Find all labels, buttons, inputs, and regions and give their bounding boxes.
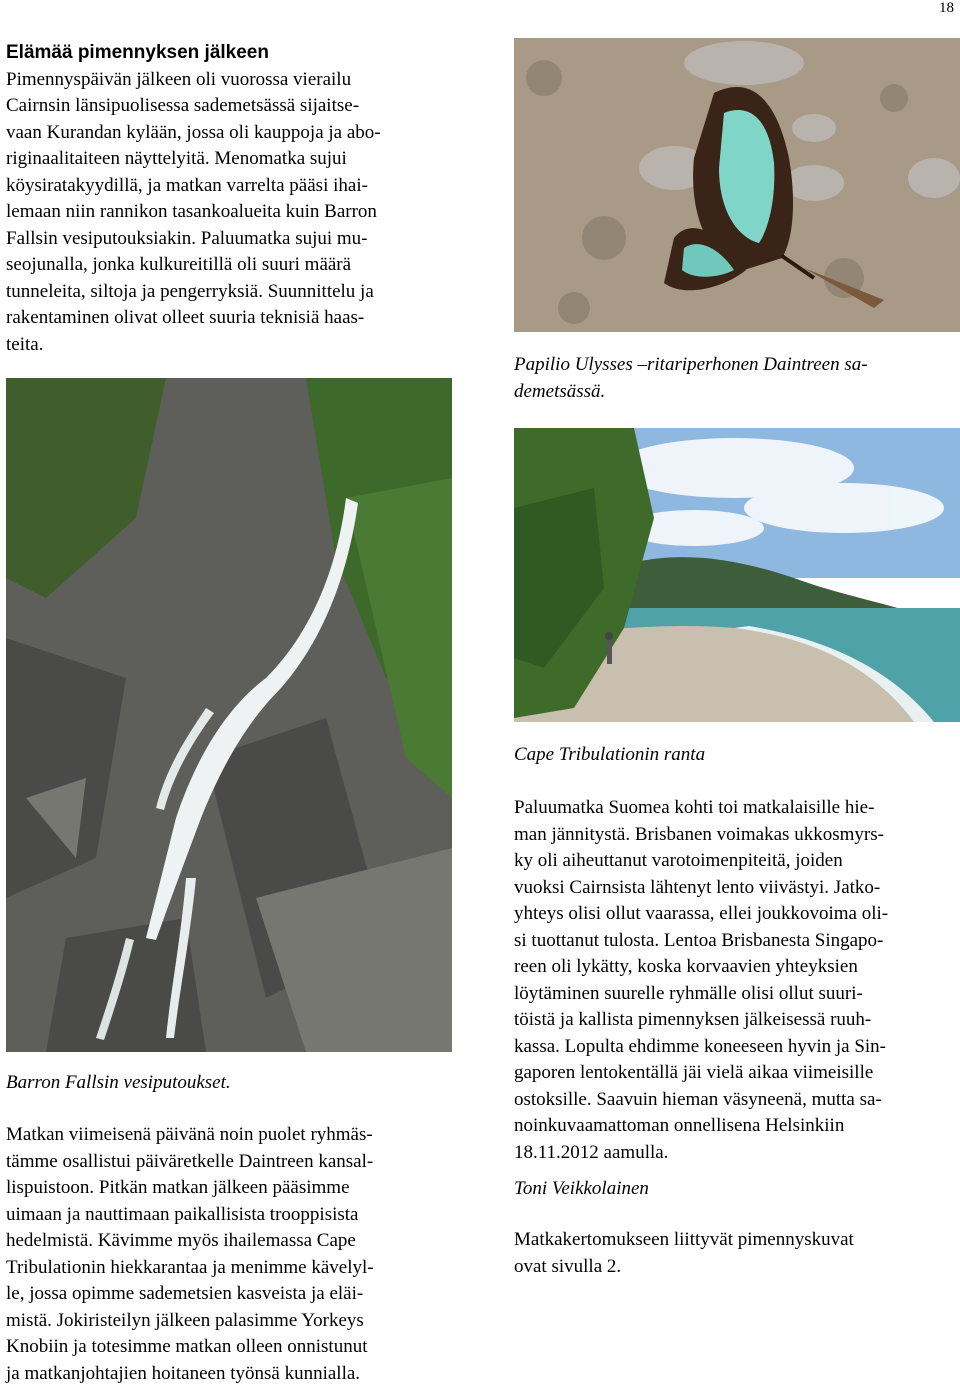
- intro-section: [6, 40, 456, 358]
- butterfly-caption: [514, 352, 960, 405]
- text-line: le, jossa opimme sademetsien kasveista ja eläi-: [6, 1281, 456, 1308]
- waterfall-photo: [6, 378, 452, 1052]
- text-line: Tribulationin hiekkarantaa ja menimme kävelyl-: [6, 1255, 456, 1282]
- text-line: ky oli aiheuttanut varotoimenpiteitä, joiden: [514, 848, 960, 875]
- author-name: Toni Veikkolainen: [514, 1176, 960, 1203]
- intro-line: rakentaminen olivat olleet suuria teknisiä haas-: [6, 305, 456, 332]
- text-line: kassa. Lopulta ehdimme koneeseen hyvin ja Sin-: [514, 1034, 960, 1061]
- caption-line: Papilio Ulysses –ritariperhonen Daintreen sa-: [514, 352, 960, 379]
- text-line: töistä ja kallista pimennyksen jälkeisessä ruuh-: [514, 1007, 960, 1034]
- text-line: ja matkanjohtajien hoitaneen työnsä kunnialla.: [6, 1361, 456, 1387]
- beach-photo: [514, 428, 960, 722]
- intro-line: teita.: [6, 332, 456, 359]
- text-line: mistä. Jokiristeilyn jälkeen palasimme Yorkeys: [6, 1308, 456, 1335]
- intro-line: Pimennyspäivän jälkeen oli vuorossa vierailu: [6, 67, 456, 94]
- intro-line: lemaan niin rannikon tasankoalueita kuin Barron: [6, 199, 456, 226]
- left-bottom-section: [6, 1122, 456, 1387]
- caption-line: demetsässä.: [514, 379, 960, 406]
- intro-line: riginaalitaiteen näyttelyitä. Menomatka sujui: [6, 146, 456, 173]
- note-line: ovat sivulla 2.: [514, 1254, 960, 1281]
- note-section: [514, 1227, 960, 1280]
- intro-line: tunneleita, siltoja ja pengerryksiä. Suunnittelu ja: [6, 279, 456, 306]
- text-line: Knobiin ja totesimme matkan olleen onnistunut: [6, 1334, 456, 1361]
- intro-line: seojunalla, jonka kulkureitillä oli suuri määrä: [6, 252, 456, 279]
- right-bottom-section: [514, 795, 960, 1166]
- intro-line: Cairnsin länsipuolisessa sademetsässä sijaitse-: [6, 93, 456, 120]
- intro-line: köysiratakyydillä, ja matkan varrelta pääsi ihai-: [6, 173, 456, 200]
- butterfly-photo: [514, 38, 960, 332]
- text-line: reen oli lykätty, koska korvaavien yhteyksien: [514, 954, 960, 981]
- text-line: si tuottanut tulosta. Lentoa Brisbanesta Singapo-: [514, 928, 960, 955]
- note-line: Matkakertomukseen liittyvät pimennyskuvat: [514, 1227, 960, 1254]
- text-line: Matkan viimeisenä päivänä noin puolet ryhmäs-: [6, 1122, 456, 1149]
- text-line: 18.11.2012 aamulla.: [514, 1140, 960, 1167]
- section-heading: Elämää pimennyksen jälkeen: [6, 40, 456, 67]
- text-line: uimaan ja nauttimaan paikallisista trooppisista: [6, 1202, 456, 1229]
- page-number: 18: [939, 0, 954, 17]
- intro-line: vaan Kurandan kylään, jossa oli kauppoja ja abo-: [6, 120, 456, 147]
- beach-caption: Cape Tribulationin ranta: [514, 742, 960, 769]
- text-line: noinkuvaamattoman onnellisena Helsinkiin: [514, 1113, 960, 1140]
- text-line: yhteys olisi ollut vaarassa, ellei joukkovoima oli-: [514, 901, 960, 928]
- text-line: man jännitystä. Brisbanen voimakas ukkosmyrs-: [514, 822, 960, 849]
- text-line: löytäminen suurelle ryhmälle olisi ollut suuri-: [514, 981, 960, 1008]
- text-line: vuoksi Cairnsista lähtenyt lento viivästyi. Jatko-: [514, 875, 960, 902]
- text-line: hedelmistä. Kävimme myös ihailemassa Cape: [6, 1228, 456, 1255]
- waterfall-caption: Barron Fallsin vesiputoukset.: [6, 1070, 452, 1097]
- text-line: gaporen lentokentällä jäi vielä aikaa viimeisille: [514, 1060, 960, 1087]
- intro-line: Fallsin vesiputouksiakin. Paluumatka sujui mu-: [6, 226, 456, 253]
- text-line: Paluumatka Suomea kohti toi matkalaisille hie-: [514, 795, 960, 822]
- text-line: lispuistoon. Pitkän matkan jälkeen pääsimme: [6, 1175, 456, 1202]
- text-line: tämme osallistui päiväretkelle Daintreen kansal-: [6, 1149, 456, 1176]
- text-line: ostoksille. Saavuin hieman väsyneenä, mutta sa-: [514, 1087, 960, 1114]
